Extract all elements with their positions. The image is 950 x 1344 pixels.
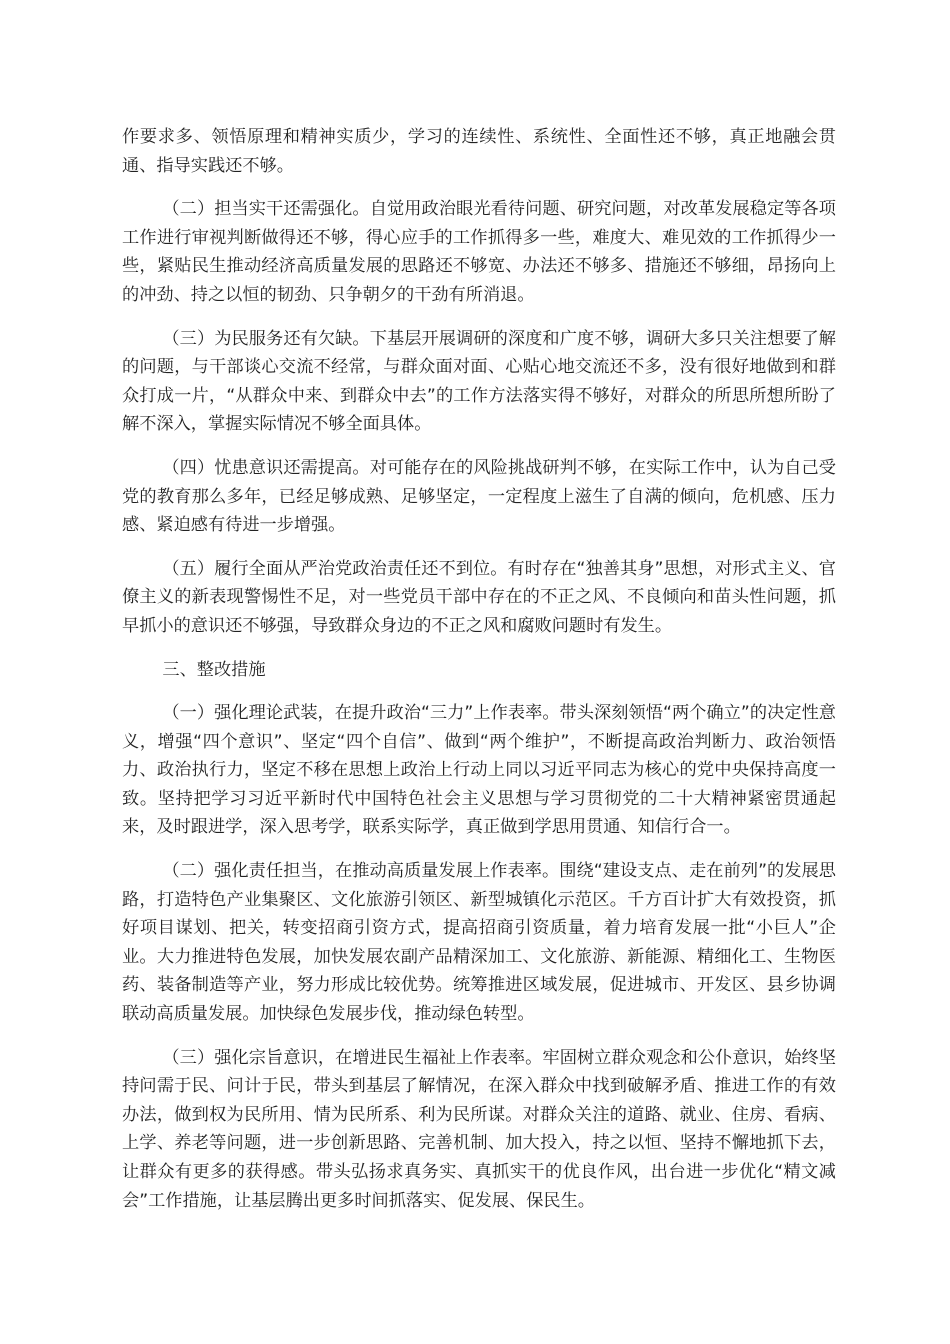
paragraph-continuation: 作要求多、领悟原理和精神实质少，学习的连续性、系统性、全面性还不够，真正地融会贯通、指导实践还不够。 [122, 127, 836, 176]
paragraph-measure-1: （一）强化理论武装，在提升政治“三力”上作表率。带头深刻领悟“两个确立”的决定性意义，增强“四个意识”、坚定“四个自信”、做到“两个维护”，不断提高政治判断力、政治领悟力、政治执行力，坚定不移在思想上政治上行动上同以习近平同志为核心的党中央保持高度一致。坚持把学习习近平新时代中国特色社会主义思想与学习贯彻党的二十大精神紧密贯通起来，及时跟进学，深入思考学，联系实际学，真正做到学思用贯通、知信行合一。 [122, 703, 836, 838]
paragraph-issue-3: （三）为民服务还有欠缺。下基层开展调研的深度和广度不够，调研大多只关注想要了解的问题，与干部谈心交流不经常，与群众面对面、心贴心地交流还不多，没有很好地做到和群众打成一片，“从群众中来、到群众中去”的工作方法落实得不够好，对群众的所思所想所盼了解不深入，掌握实际情况不够全面具体。 [122, 328, 836, 435]
paragraph-measure-2: （二）强化责任担当，在推动高质量发展上作表率。围绕“建设支点、走在前列”的发展思路，打造特色产业集聚区、文化旅游引领区、新型城镇化示范区。千方百计扩大有效投资，抓好项目谋划、把关，转变招商引资方式，提高招商引资质量，着力培育发展一批“小巨人”企业。大力推进特色发展，加快发展农副产品精深加工、文化旅游、新能源、精细化工、生物医药、装备制造等产业，努力形成比较优势。统筹推进区域发展，促进城市、开发区、县乡协调联动高质量发展。加快绿色发展步伐，推动绿色转型。 [122, 861, 836, 1025]
paragraph-measure-3: （三）强化宗旨意识，在增进民生福祉上作表率。牢固树立群众观念和公仆意识，始终坚持问需于民、问计于民，带头到基层了解情况，在深入群众中找到破解矛盾、推进工作的有效办法，做到权为民所用、情为民所系、利为民所谋。对群众关注的道路、就业、住房、看病、上学、养老等问题，进一步创新思路、完善机制、加大投入，持之以恒、坚持不懈地抓下去，让群众有更多的获得感。带头弘扬求真务实、真抓实干的优良作风，出台进一步优化“精文减会”工作措施，让基层腾出更多时间抓落实、促发展、保民生。 [122, 1047, 836, 1211]
paragraph-issue-2: （二）担当实干还需强化。自觉用政治眼光看待问题、研究问题，对改革发展稳定等各项工作进行审视判断做得还不够，得心应手的工作抓得多一些，难度大、难见效的工作抓得少一些，紧贴民生推动经济高质量发展的思路还不够宽、办法还不够多、措施还不够细，昂扬向上的冲劲、持之以恒的韧劲、只争朝夕的干劲有所消退。 [122, 199, 836, 305]
section-heading: 三、整改措施 [162, 659, 266, 680]
paragraph-issue-5: （五）履行全面从严治党政治责任还不到位。有时存在“独善其身”思想，对形式主义、官僚主义的新表现警惕性不足，对一些党员干部中存在的不正之风、不良倾向和苗头性问题，抓早抓小的意识还不够强，导致群众身边的不正之风和腐败问题时有发生。 [122, 558, 836, 636]
document-page [122, 123, 836, 1230]
paragraph-issue-4: （四）忧患意识还需提高。对可能存在的风险挑战研判不够，在实际工作中，认为自己受党的教育那么多年，已经足够成熟、足够坚定，一定程度上滋生了自满的倾向，危机感、压力感、紧迫感有待进一步增强。 [122, 457, 836, 536]
